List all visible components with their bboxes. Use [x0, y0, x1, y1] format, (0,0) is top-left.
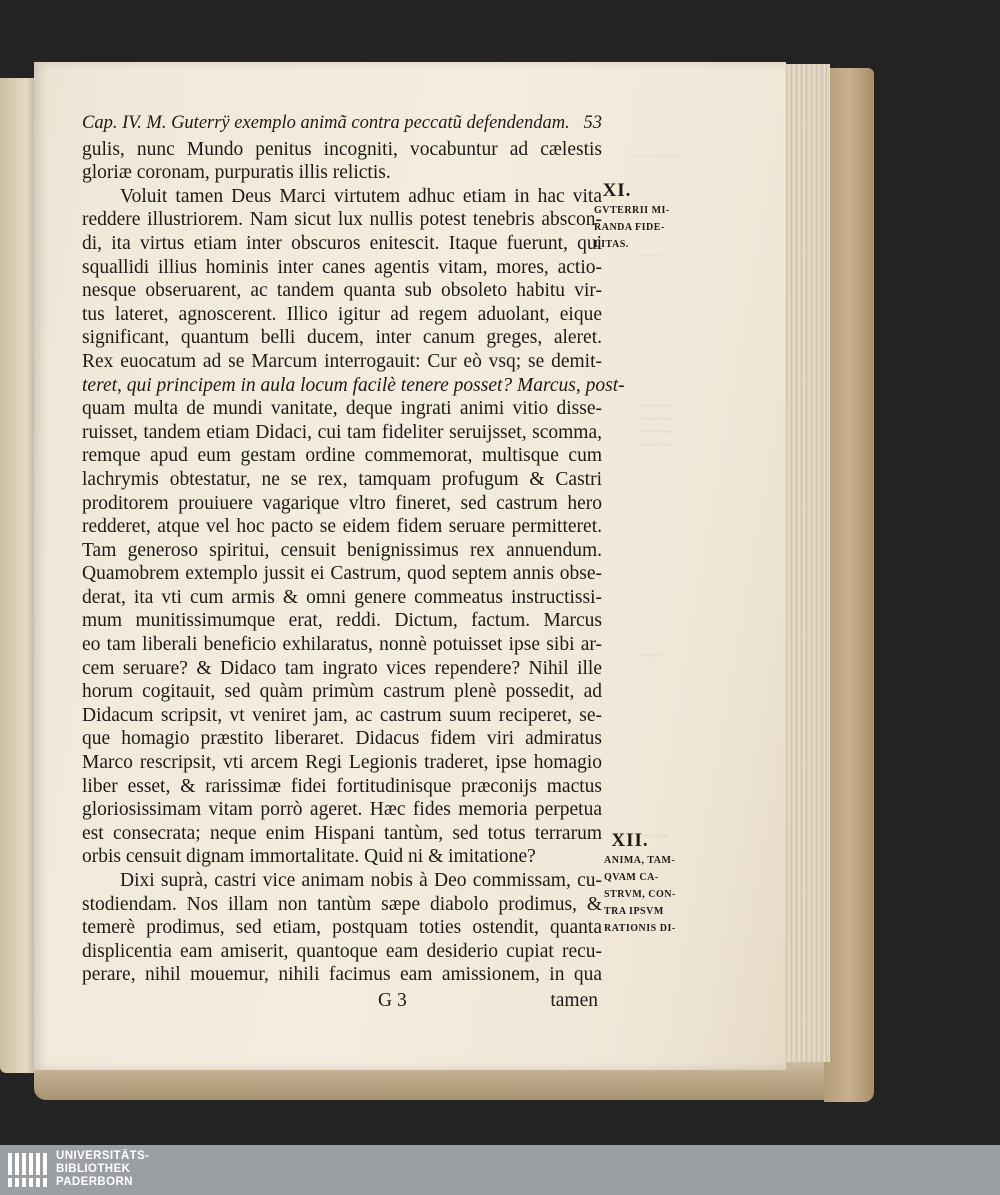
- text-line: Voluit tamen Deus Marci virtutem adhuc etiam in hac vita: [120, 185, 602, 207]
- text-line: Tam generoso spiritui, censuit benignissimus rex annuendum.: [82, 539, 602, 561]
- text-line: quam multa de mundi vanitate, deque ingrati animi vitio disse-: [82, 398, 602, 420]
- text-line: lachrymis obtestatur, ne se rex, tamquam profugum & Castri: [82, 468, 602, 490]
- text-line: liber esset, & rarissimæ fidei fortitudinisque præconijs mactus: [82, 775, 602, 797]
- text-line: tus lateret, agnoscerent. Illico igitur ad regem aduolant, eique: [82, 303, 602, 325]
- signature-mark: G 3: [378, 989, 407, 1011]
- text-line: orbis censuit dignam immortalitate. Quid ni & imitatione?: [82, 846, 536, 868]
- text-line: derat, ita vti cum armis & omni genere commeatus instructissi-: [82, 586, 602, 608]
- text-line: perare, nihil mouemur, nihili facimus eam amissionem, in qua: [82, 964, 602, 986]
- page-number: 53: [583, 113, 602, 133]
- text-line: ruisset, tandem etiam Didaci, cui tam fideliter seruijsset, scomma,: [82, 421, 602, 443]
- library-name-line: BIBLIOTHEK: [56, 1163, 131, 1175]
- text-line: significant, quantum belli ducem, inter canum greges, aleret.: [82, 327, 602, 349]
- text-line: remque apud eum gestam ordine commemorat, multisque cum: [82, 445, 602, 467]
- bleed-through-marks: ~~~~~~~~~ ~~~~ ~~~~~~ ~~~~~~ ~~~~~~ ~~~~~~ ~~~~ ~~~~~: [632, 151, 681, 842]
- library-name-line: UNIVERSITÄTS-: [56, 1150, 150, 1162]
- margin-note-line: GVTERRII MI-: [594, 205, 670, 216]
- margin-note-line: RATIONIS DI-: [604, 923, 676, 934]
- library-name-line: PADERBORN: [56, 1176, 133, 1188]
- book-cover-edge: [824, 68, 874, 1102]
- text-line: temerè prodimus, sed etiam, postquam toties ostendit, quanta: [82, 917, 602, 939]
- text-line: horum cogitauit, sed quàm primùm castrum plenè possedit, ad: [82, 681, 602, 703]
- text-line: eo tam liberali beneficio exhilaratus, nonnè potuisset ipse sibi ar-: [82, 634, 602, 656]
- running-header-title: Cap. IV. M. Guterrÿ exemplo animã contra peccatũ defendendam.: [82, 113, 570, 133]
- text-line: di, ita virtus etiam inter obscuros enitescit. Itaque fuerunt, qui: [82, 232, 602, 254]
- text-line: Quamobrem extemplo jussit ei Castrum, quod septem annis obse-: [82, 563, 602, 585]
- running-header: [82, 112, 602, 136]
- text-line: Rex euocatum ad se Marcum interrogauit: Cur eò vsq; se demit-: [82, 350, 602, 372]
- margin-note-line: QVAM CA-: [604, 872, 659, 883]
- library-footer-bar: [0, 1145, 1000, 1195]
- text-line: squallidi illius hominis inter canes agentis vitam, mores, actio-: [82, 256, 602, 278]
- margin-note-12: [604, 830, 694, 937]
- margin-note-line: ANIMA, TAM-: [604, 855, 676, 866]
- text-line: Marco rescripsit, vti arcem Regi Legionis traderet, ipse homagio: [82, 752, 602, 774]
- text-line: gulis, nunc Mundo penitus incogniti, vocabuntur ad cælestis: [82, 138, 602, 160]
- text-line: est consecrata; neque enim Hispani tantùm, sed totus terrarum: [82, 822, 602, 844]
- margin-note-line: RANDA FIDE-: [594, 222, 665, 233]
- text-line: Didacum scripsit, vt veniret jam, ac castrum suum reciperet, se-: [82, 704, 602, 726]
- text-line: reddere illustriorem. Nam sicut lux nullis potest tenebris abscon-: [82, 209, 602, 231]
- margin-note-line: STRVM, CON-: [604, 889, 676, 900]
- margin-note-line: LITAS.: [594, 239, 629, 250]
- catchword: tamen: [550, 989, 598, 1011]
- text-line: redderet, atque vel hoc pacto se eidem fidem seruare permitteret.: [82, 516, 602, 538]
- text-line: nesque obseruarent, ac tandem quanta sub obsoleto habitu vir-: [82, 280, 602, 302]
- margin-note-line: TRA IPSVM: [604, 906, 664, 917]
- text-line: stodiendam. Nos illam non tantùm sæpe diabolo prodimus, &: [82, 893, 602, 915]
- left-page-edge: [0, 78, 38, 1073]
- margin-note-number: XII.: [611, 830, 649, 851]
- text-line: gloriæ coronam, purpuratis illis relictis.: [82, 162, 391, 184]
- text-line: displicentia eam amiserit, quantoque eam desiderio cupiat recu-: [82, 940, 602, 962]
- text-line: teret, qui principem in aula locum facilè tenere posset? Marcus, post-: [82, 374, 625, 396]
- text-line: cem seruare? & Didaco tam ingrato vices rependere? Nihil ille: [82, 657, 602, 679]
- text-line: mum munitissimumque erat, reddi. Dictum, factum. Marcus: [82, 610, 602, 632]
- text-line: proditorem prouiuere vagarique vltro fineret, sed castrum hero: [82, 492, 602, 514]
- text-line: que homagio præstito liberaret. Didacus fidem viri admiratus: [82, 728, 602, 750]
- library-logo-icon: [6, 1149, 50, 1191]
- margin-note-number: XI.: [602, 180, 632, 201]
- text-line: gloriosissimam vitam porrò ageret. Hæc fides memoria perpetua: [82, 799, 602, 821]
- text-line: Dixi suprà, castri vice animam nobis à Deo commissam, cu-: [120, 870, 602, 891]
- margin-note-11: [594, 180, 674, 253]
- page-footer: [82, 989, 602, 1013]
